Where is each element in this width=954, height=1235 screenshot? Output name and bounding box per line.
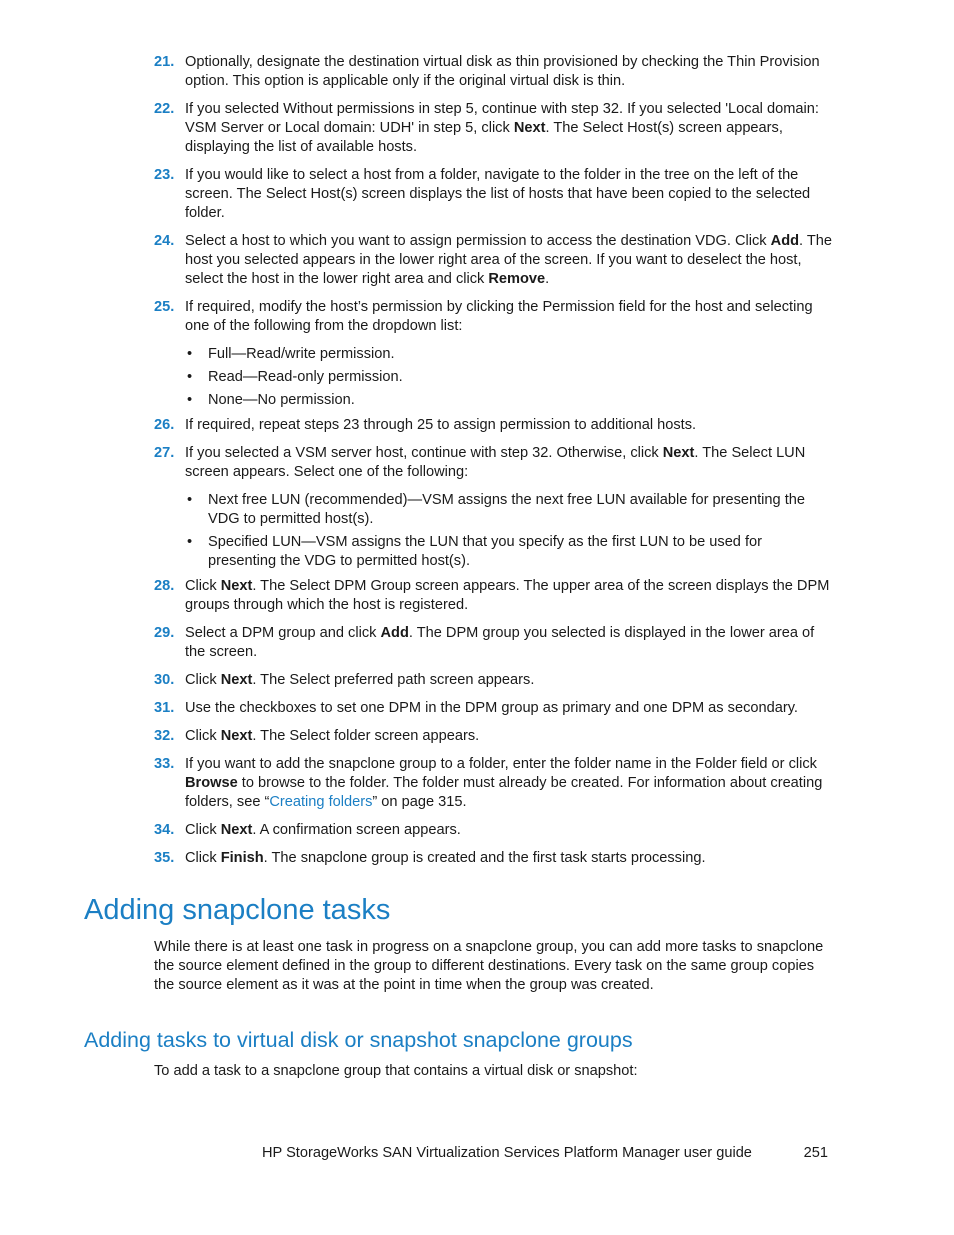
list-item: • Full—Read/write permission. [187,346,395,362]
step-number: 25. [154,299,175,315]
ui-term: Add [770,233,800,249]
step-number: 23. [154,167,175,183]
list-item: • Specified LUN—VSM assigns the LUN that you specify as the first LUN to be used for presenting the VDG to permitted host(s). [187,534,763,569]
step-number: 26. [154,417,175,433]
ui-term: Next [662,445,695,461]
step-number: 27. [154,445,175,461]
step-24: 24. Select a host to which you want to assign permission to access the destination VDG. Click Add. The host you selected appears in the lower right area of the screen. If you want to deselect the host, select the host in the lower right area and click Remove. [154,233,833,287]
step-28: 28. Click Next. The Select DPM Group screen appears. The upper area of the screen displays the DPM groups through which the host is registered. [154,578,830,613]
step-21: 21. Optionally, designate the destination virtual disk as thin provisioned by checking the Thin Provision option. This option is applicable only if the original virtual disk is thin. [154,54,820,89]
step-number: 22. [154,101,175,117]
list-item: • Read—Read-only permission. [187,369,403,385]
ui-term: Next [220,822,253,838]
step-32: 32. Click Next. The Select folder screen appears. [154,728,480,744]
ui-term: Next [220,578,253,594]
step-23: 23. If you would like to select a host from a folder, navigate to the folder in the tree on the left of the screen. The Select Host(s) screen displays the list of hosts that have been copied to the selected folder. [154,167,811,221]
list-item: • Next free LUN (recommended)—VSM assigns the next free LUN available for presenting the VDG to permitted host(s). [187,492,805,527]
step-33: 33. If you want to add the snapclone group to a folder, enter the folder name in the Folder field or click Browse to browse to the folder. The folder must already be created. For information about creating folders, see “Creating folders” on page 315. [154,756,823,810]
ui-term: Next [220,728,253,744]
step-number: 31. [154,700,175,716]
ui-term: Next [513,120,546,136]
step-number: 28. [154,578,175,594]
section-heading: Adding snapclone tasks [84,894,391,926]
step-35: 35. Click Finish. The snapclone group is created and the first task starts processing. [154,850,706,866]
step-number: 32. [154,728,175,744]
step-number: 30. [154,672,175,688]
creating-folders-link[interactable]: Creating folders [269,794,373,810]
ui-term: Finish [220,850,264,866]
step-number: 29. [154,625,175,641]
footer-title: HP StorageWorks SAN Virtualization Services Platform Manager user guide [262,1145,752,1161]
step-22: 22. If you selected Without permissions in step 5, continue with step 32. If you selected 'Local domain: VSM Server or Local domain: UDH' in step 5, click Next. The Select Host(s) screen appears, displaying the list of available hosts. [154,101,819,155]
step-number: 21. [154,54,175,70]
ui-term: Browse [185,775,238,791]
ui-term: Add [380,625,409,641]
permission-options-list [154,345,834,410]
list-item: • None—No permission. [187,392,355,408]
step-27: 27. If you selected a VSM server host, continue with step 32. Otherwise, click Next. The Select LUN screen appears. Select one of the following: [154,445,806,480]
subsection-heading: Adding tasks to virtual disk or snapshot snapclone groups [84,1028,633,1052]
procedure-steps [154,53,834,877]
step-29: 29. Select a DPM group and click Add. The DPM group you selected is displayed in the lower area of the screen. [154,625,815,660]
page-number: 251 [803,1145,828,1161]
step-30: 30. Click Next. The Select preferred path screen appears. [154,672,535,688]
ui-term: Next [220,672,253,688]
ui-term: Remove [488,271,546,287]
step-number: 33. [154,756,175,772]
step-25: 25. If required, modify the host’s permission by clicking the Permission field for the host and selecting one of the following from the dropdown list: [154,299,813,334]
step-number: 35. [154,850,175,866]
step-34: 34. Click Next. A confirmation screen appears. [154,822,461,838]
step-number: 34. [154,822,175,838]
lun-options-list [154,491,834,571]
section-intro: While there is at least one task in progress on a snapclone group, you can add more tasks to snapclone the source element defined in the group to different destinations. Every task on the same group copies the source element as it was at the point in time when the group was created. [154,939,824,993]
step-26: 26. If required, repeat steps 23 through 25 to assign permission to additional hosts. [154,417,697,433]
subsection-lead: To add a task to a snapclone group that contains a virtual disk or snapshot: [154,1063,638,1079]
step-number: 24. [154,233,175,249]
step-31: 31. Use the checkboxes to set one DPM in the DPM group as primary and one DPM as secondary. [154,700,798,716]
